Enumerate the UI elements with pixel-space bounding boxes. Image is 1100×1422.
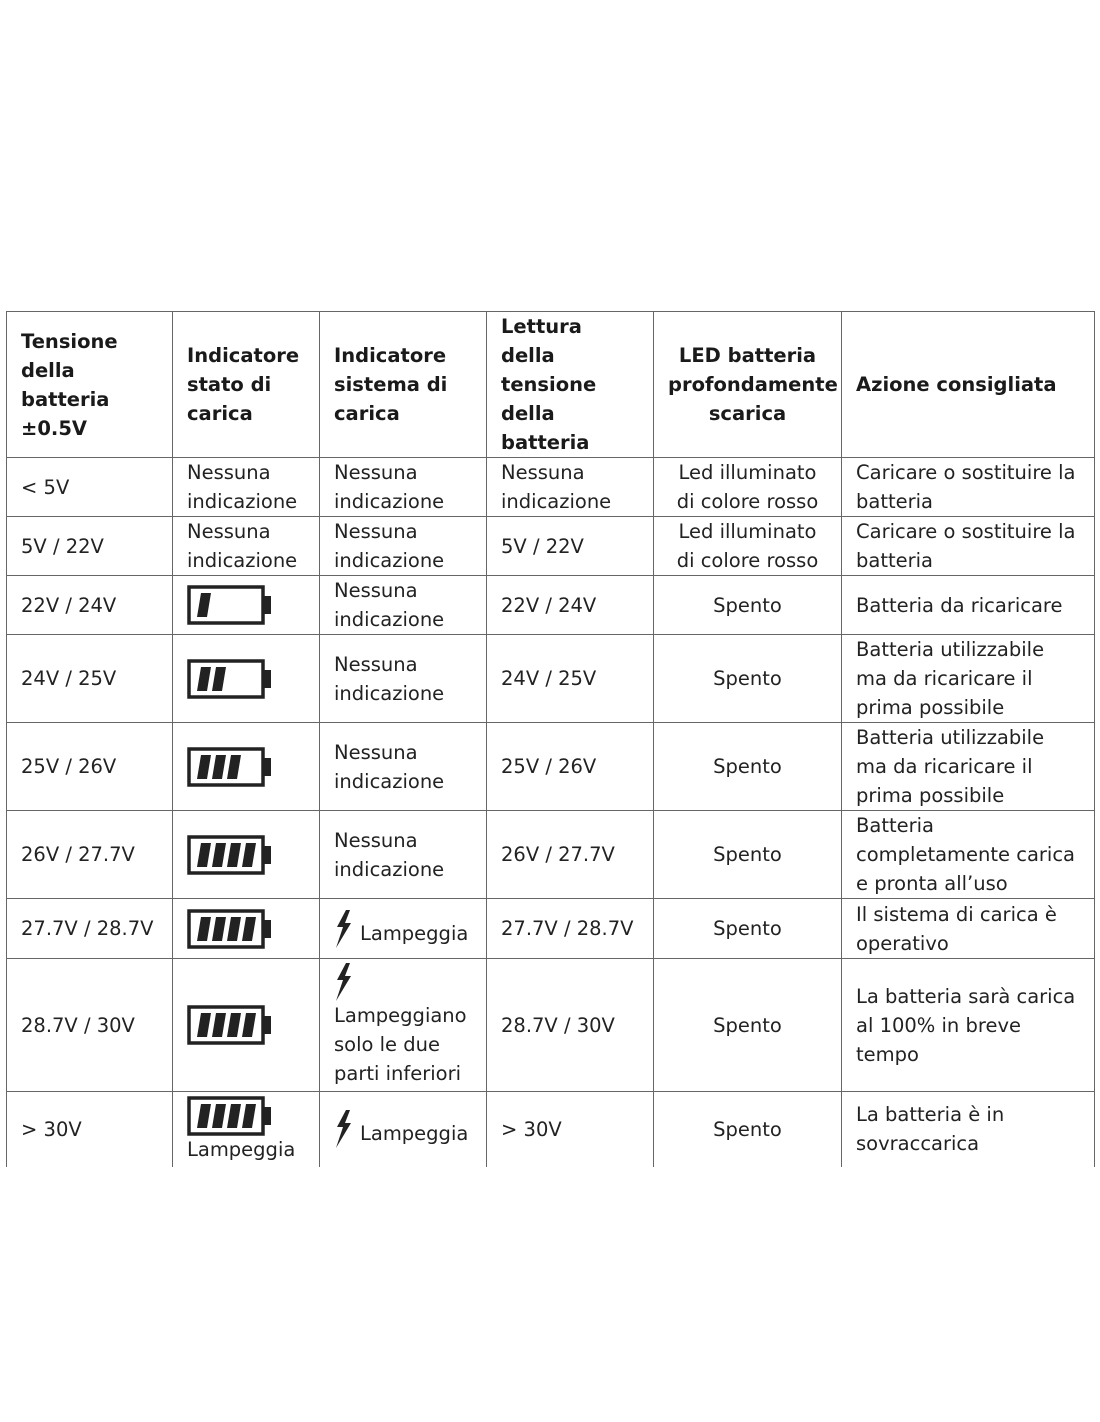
battery-level-icon	[187, 584, 273, 626]
voltage-cell: 26V / 27.7V	[7, 811, 173, 899]
charge-state-cell	[173, 959, 320, 1092]
voltage-reading-cell: > 30V	[487, 1092, 654, 1167]
voltage-reading-cell: 5V / 22V	[487, 517, 654, 576]
action-cell: La batteria sarà carica al 100% in breve tempo	[842, 959, 1095, 1092]
header-voltage-reading: Lettura della tensione della batteria	[487, 312, 654, 458]
action-cell: Batteria utilizzabile ma da ricaricare il prima possibile	[842, 635, 1095, 723]
charging-system-cell: Nessuna indicazione	[320, 635, 487, 723]
table-row	[7, 899, 1095, 959]
charging-system-cell: Nessuna indicazione	[320, 723, 487, 811]
charging-system-cell: Nessuna indicazione	[320, 458, 487, 517]
battery-bar	[227, 1104, 241, 1128]
battery-terminal	[263, 920, 271, 938]
battery-bar	[197, 843, 211, 867]
battery-bar	[242, 843, 256, 867]
voltage-cell: 22V / 24V	[7, 576, 173, 635]
battery-level-icon	[187, 658, 273, 700]
battery-bar	[197, 667, 211, 691]
table-row	[7, 723, 1095, 811]
voltage-cell: 24V / 25V	[7, 635, 173, 723]
voltage-reading-cell: Nessuna indicazione	[487, 458, 654, 517]
header-deep-discharge-led: LED batteria profondamente scarica	[654, 312, 842, 458]
voltage-reading-cell: 22V / 24V	[487, 576, 654, 635]
action-cell: Batteria completamente carica e pronta all’uso	[842, 811, 1095, 899]
battery-terminal	[263, 670, 271, 688]
led-cell: Led illuminato di colore rosso	[654, 458, 842, 517]
header-recommended-action: Azione consigliata	[842, 312, 1095, 458]
battery-bar	[212, 843, 226, 867]
charging-system-cell	[320, 1092, 487, 1167]
battery-status-table	[6, 311, 1095, 1167]
battery-terminal	[263, 846, 271, 864]
charge-state-cell	[173, 576, 320, 635]
header-charge-state: Indicatore stato di carica	[173, 312, 320, 458]
led-cell: Spento	[654, 1092, 842, 1167]
charging-status-text: Lampeggia	[360, 921, 469, 945]
charging-system-cell	[320, 899, 487, 959]
table-row	[7, 635, 1095, 723]
battery-bar	[212, 1104, 226, 1128]
voltage-cell: 5V / 22V	[7, 517, 173, 576]
battery-bar	[197, 917, 211, 941]
charging-status-text: Lampeggiano solo le due parti inferiori	[334, 1003, 467, 1085]
voltage-reading-cell: 26V / 27.7V	[487, 811, 654, 899]
action-cell: Il sistema di carica è operativo	[842, 899, 1095, 959]
charging-system-cell: Nessuna indicazione	[320, 576, 487, 635]
voltage-reading-cell: 25V / 26V	[487, 723, 654, 811]
voltage-cell: < 5V	[7, 458, 173, 517]
battery-level-icon	[187, 1004, 273, 1046]
table-header-row	[7, 312, 1095, 458]
table-row	[7, 959, 1095, 1092]
action-cell: Batteria da ricaricare	[842, 576, 1095, 635]
led-cell: Led illuminato di colore rosso	[654, 517, 842, 576]
voltage-cell: > 30V	[7, 1092, 173, 1167]
battery-bar	[242, 1013, 256, 1037]
voltage-cell: 28.7V / 30V	[7, 959, 173, 1092]
battery-level-icon	[187, 746, 273, 788]
battery-level-icon	[187, 834, 273, 876]
table-row	[7, 576, 1095, 635]
battery-bar	[227, 755, 241, 779]
voltage-reading-cell: 24V / 25V	[487, 635, 654, 723]
action-cell: Caricare o sostituire la batteria	[842, 458, 1095, 517]
led-cell: Spento	[654, 576, 842, 635]
voltage-cell: 27.7V / 28.7V	[7, 899, 173, 959]
battery-level-icon	[187, 908, 273, 950]
battery-bar	[197, 1104, 211, 1128]
battery-bar	[212, 755, 226, 779]
led-cell: Spento	[654, 959, 842, 1092]
lightning-bolt-icon	[334, 963, 354, 1001]
action-cell: Caricare o sostituire la batteria	[842, 517, 1095, 576]
battery-bar	[227, 1013, 241, 1037]
battery-bar	[212, 1013, 226, 1037]
header-charging-system: Indicatore sistema di carica	[320, 312, 487, 458]
battery-terminal	[263, 596, 271, 614]
action-cell: Batteria utilizzabile ma da ricaricare il prima possibile	[842, 723, 1095, 811]
charge-state-cell	[173, 899, 320, 959]
battery-bar	[197, 593, 211, 617]
charge-state-cell	[173, 811, 320, 899]
led-cell: Spento	[654, 635, 842, 723]
battery-level-icon	[187, 1095, 273, 1137]
charge-state-cell	[173, 1092, 320, 1167]
charge-state-cell	[173, 723, 320, 811]
table-row	[7, 517, 1095, 576]
battery-bar	[212, 667, 226, 691]
table-row	[7, 811, 1095, 899]
led-cell: Spento	[654, 811, 842, 899]
battery-bar	[197, 755, 211, 779]
battery-bar	[227, 843, 241, 867]
battery-bar	[227, 917, 241, 941]
battery-bar	[212, 917, 226, 941]
table-row	[7, 458, 1095, 517]
charging-system-cell: Nessuna indicazione	[320, 811, 487, 899]
battery-bar	[197, 1013, 211, 1037]
battery-terminal	[263, 758, 271, 776]
battery-bar	[242, 917, 256, 941]
battery-bar	[242, 1104, 256, 1128]
battery-terminal	[263, 1107, 271, 1125]
charge-state-cell: Nessuna indicazione	[173, 517, 320, 576]
header-voltage: Tensione della batteria ±0.5V	[7, 312, 173, 458]
led-cell: Spento	[654, 723, 842, 811]
action-cell: La batteria è in sovraccarica	[842, 1092, 1095, 1167]
battery-terminal	[263, 1016, 271, 1034]
charge-state-cell: Nessuna indicazione	[173, 458, 320, 517]
charge-state-text: Lampeggia	[187, 1137, 296, 1161]
charging-system-cell	[320, 959, 487, 1092]
lightning-bolt-icon	[334, 910, 354, 948]
led-cell: Spento	[654, 899, 842, 959]
voltage-reading-cell: 28.7V / 30V	[487, 959, 654, 1092]
table-row	[7, 1092, 1095, 1167]
charging-status-text: Lampeggia	[360, 1122, 469, 1146]
voltage-cell: 25V / 26V	[7, 723, 173, 811]
lightning-bolt-icon	[334, 1110, 354, 1148]
charge-state-cell	[173, 635, 320, 723]
voltage-reading-cell: 27.7V / 28.7V	[487, 899, 654, 959]
charging-system-cell: Nessuna indicazione	[320, 517, 487, 576]
